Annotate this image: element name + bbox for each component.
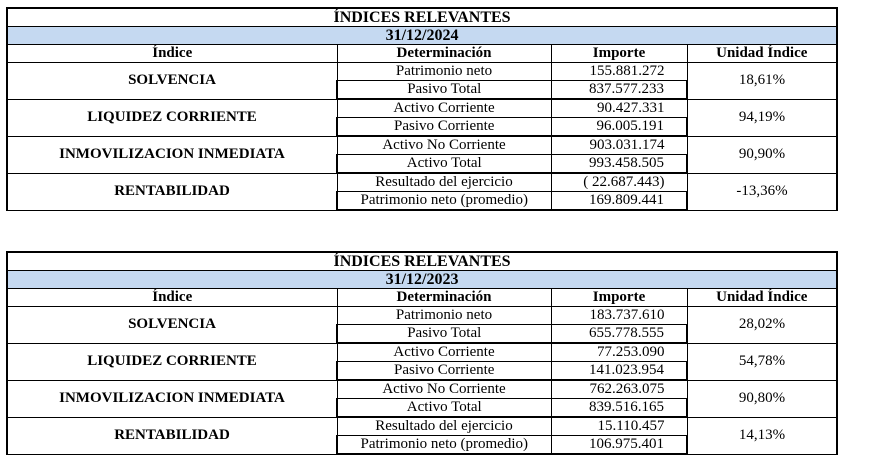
determination-label: Patrimonio neto (promedio) (337, 436, 551, 455)
index-result: 54,78% (687, 343, 837, 380)
index-result: 90,80% (687, 380, 837, 417)
index-name: INMOVILIZACION INMEDIATA (7, 136, 337, 173)
determination-label: Activo Corriente (337, 343, 551, 362)
col-header-indice: Índice (7, 45, 337, 63)
determination-label: Activo No Corriente (337, 136, 551, 155)
col-header-importe: Importe (551, 289, 687, 307)
amount-value: 141.023.954 (551, 362, 687, 381)
table-row (7, 343, 837, 362)
table-row (7, 380, 837, 399)
amount-value: 839.516.165 (551, 399, 687, 418)
index-result: -13,36% (687, 173, 837, 210)
determination-label: Activo Total (337, 155, 551, 174)
index-result: 18,61% (687, 63, 837, 100)
determination-label: Patrimonio neto (337, 63, 551, 81)
amount-value: 183.737.610 (551, 307, 687, 325)
table-row (7, 307, 837, 325)
amount-value: 106.975.401 (551, 436, 687, 455)
col-header-unidad: Unidad Índice (687, 289, 837, 307)
amount-value: 155.881.272 (551, 63, 687, 81)
index-result: 28,02% (687, 307, 837, 344)
indices-table-2024 (6, 7, 838, 211)
index-name: SOLVENCIA (7, 63, 337, 100)
table-date: 31/12/2024 (7, 27, 837, 45)
determination-label: Pasivo Total (337, 81, 551, 100)
index-name: LIQUIDEZ CORRIENTE (7, 343, 337, 380)
amount-value: 903.031.174 (551, 136, 687, 155)
index-result: 14,13% (687, 417, 837, 454)
determination-label: Pasivo Corriente (337, 118, 551, 137)
determination-label: Pasivo Corriente (337, 362, 551, 381)
table-date: 31/12/2023 (7, 271, 837, 289)
col-header-unidad: Unidad Índice (687, 45, 837, 63)
index-result: 94,19% (687, 99, 837, 136)
amount-value: 77.253.090 (551, 343, 687, 362)
amount-value: 762.263.075 (551, 380, 687, 399)
determination-label: Activo Total (337, 399, 551, 418)
amount-value: 169.809.441 (551, 192, 687, 211)
index-name: SOLVENCIA (7, 307, 337, 344)
amount-value: 90.427.331 (551, 99, 687, 118)
indices-table-2023 (6, 251, 838, 455)
header-row (7, 289, 837, 307)
determination-label: Resultado del ejercicio (337, 417, 551, 436)
amount-value: 993.458.505 (551, 155, 687, 174)
table-row (7, 63, 837, 81)
determination-label: Pasivo Total (337, 325, 551, 344)
index-result: 90,90% (687, 136, 837, 173)
determination-label: Patrimonio neto (337, 307, 551, 325)
determination-label: Activo No Corriente (337, 380, 551, 399)
amount-value: ( 22.687.443) (551, 173, 687, 192)
index-name: RENTABILIDAD (7, 173, 337, 210)
amount-value: 837.577.233 (551, 81, 687, 100)
amount-value: 655.778.555 (551, 325, 687, 344)
determination-label: Activo Corriente (337, 99, 551, 118)
table-row (7, 136, 837, 155)
table-row (7, 417, 837, 436)
table-row (7, 99, 837, 118)
determination-label: Resultado del ejercicio (337, 173, 551, 192)
col-header-determinacion: Determinación (337, 289, 551, 307)
header-row (7, 45, 837, 63)
index-name: LIQUIDEZ CORRIENTE (7, 99, 337, 136)
table-title: ÍNDICES RELEVANTES (7, 252, 837, 271)
col-header-determinacion: Determinación (337, 45, 551, 63)
amount-value: 96.005.191 (551, 118, 687, 137)
determination-label: Patrimonio neto (promedio) (337, 192, 551, 211)
col-header-indice: Índice (7, 289, 337, 307)
table-row (7, 173, 837, 192)
amount-value: 15.110.457 (551, 417, 687, 436)
index-name: INMOVILIZACION INMEDIATA (7, 380, 337, 417)
col-header-importe: Importe (551, 45, 687, 63)
index-name: RENTABILIDAD (7, 417, 337, 454)
table-title: ÍNDICES RELEVANTES (7, 8, 837, 27)
